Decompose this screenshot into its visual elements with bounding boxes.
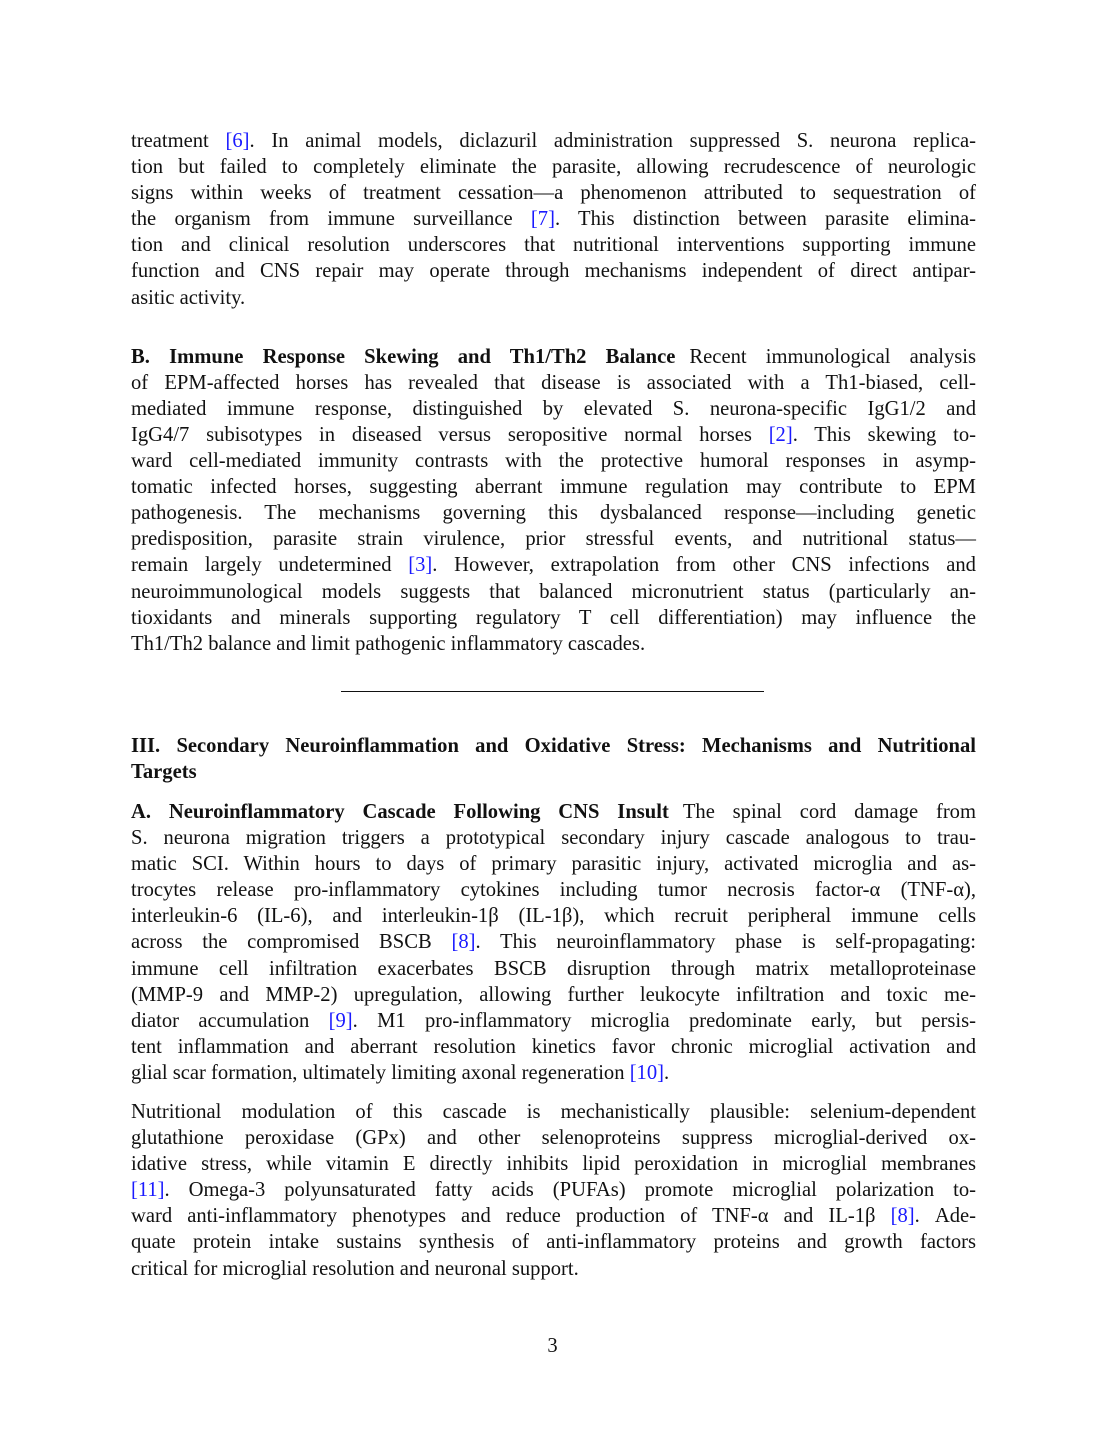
runin-subsection-heading: A. Neuroinflammatory Cascade Following CNS Insult — [131, 801, 669, 823]
paragraph-neuroinflammatory-cascade — [131, 799, 976, 1086]
text-line: asitic activity. — [131, 286, 246, 309]
section-heading-iii — [131, 733, 976, 785]
text-line: glutathione peroxidase (GPx) and other selenoproteins suppress microglial-derived ox- — [131, 1127, 976, 1150]
citation-link[interactable]: [8] — [451, 931, 476, 954]
text-line: of EPM-affected horses has revealed that disease is associated with a Th1-biased, cell- — [131, 371, 976, 394]
text-line: quate protein intake sustains synthesis of anti-inflammatory proteins and growth factors — [131, 1231, 976, 1254]
text-line: treatment [6]. In animal models, diclazuril administration suppressed S. neurona replica- — [131, 130, 976, 152]
text-line: interleukin-6 (IL-6), and interleukin-1β (IL-1β), which recruit peripheral immune cells — [131, 905, 976, 928]
text-line: (MMP-9 and MMP-2) upregulation, allowing further leukocyte infiltration and toxic me- — [131, 983, 976, 1006]
paragraph-immune-response-skewing — [131, 344, 976, 657]
text-line: [11]. Omega-3 polyunsaturated fatty acids (PUFAs) promote microglial polarization to- — [131, 1179, 976, 1202]
text-line: pathogenesis. The mechanisms governing this dysbalanced response—including genetic — [131, 502, 976, 525]
runin-subsection-heading: B. Immune Response Skewing and Th1/Th2 Balance — [131, 345, 676, 368]
text-line: Nutritional modulation of this cascade is mechanistically plausible: selenium-dependent — [131, 1101, 976, 1123]
text-line: tioxidants and minerals supporting regulatory T cell differentiation) may influence the — [131, 606, 976, 629]
text-line: function and CNS repair may operate through mechanisms independent of direct antipar- — [131, 260, 976, 283]
citation-link[interactable]: [6] — [225, 130, 250, 152]
page-body — [131, 128, 976, 657]
text-line: Th1/Th2 balance and limit pathogenic inflammatory cascades. — [131, 632, 646, 655]
text-line: tion and clinical resolution underscores that nutritional interventions supporting immune — [131, 234, 976, 257]
section-divider-rule — [341, 691, 764, 692]
text-line: diator accumulation [9]. M1 pro-inflammatory microglia predominate early, but persis- — [131, 1009, 977, 1032]
text-line: glial scar formation, ultimately limiting axonal regeneration [10]. — [131, 1061, 670, 1084]
citation-link[interactable]: [7] — [530, 208, 555, 231]
text-line: across the compromised BSCB [8]. This neuroinflammatory phase is self-propagating: — [131, 931, 976, 954]
citation-link[interactable]: [2] — [768, 423, 793, 446]
section-heading-line-2: Targets — [131, 761, 197, 784]
text-line: ward cell-mediated immunity contrasts with the protective humoral responses in asymp- — [131, 450, 976, 473]
citation-link[interactable]: [9] — [328, 1009, 353, 1032]
text-line: trocytes release pro-inflammatory cytokines including tumor necrosis factor-α (TNF-α), — [131, 879, 976, 902]
text-line: predisposition, parasite strain virulence, prior stressful events, and nutritional status— — [131, 528, 976, 551]
paragraph-nutritional-modulation — [131, 1099, 976, 1282]
citation-link[interactable]: [10] — [629, 1061, 664, 1084]
page-number: 3 — [547, 1335, 558, 1357]
text-line: critical for microglial resolution and neuronal support. — [131, 1257, 579, 1280]
text-line: B. Immune Response Skewing and Th1/Th2 Balance Recent immunological analysis — [131, 345, 976, 368]
text-line: S. neurona migration triggers a prototypical secondary injury cascade analogous to trau- — [131, 827, 976, 850]
text-line: ward anti-inflammatory phenotypes and reduce production of TNF-α and IL-1β [8]. Ade- — [131, 1205, 977, 1228]
citation-link[interactable]: [3] — [408, 554, 433, 577]
text-line: idative stress, while vitamin E directly inhibits lipid peroxidation in microglial membranes — [131, 1153, 976, 1176]
text-line: the organism from immune surveillance [7]. This distinction between parasite elimina- — [131, 208, 977, 231]
text-line: matic SCI. Within hours to days of primary parasitic injury, activated microglia and as- — [131, 853, 976, 876]
text-line: neuroimmunological models suggests that balanced micronutrient status (particularly an- — [131, 580, 976, 603]
text-line: signs within weeks of treatment cessation—a phenomenon attributed to sequestration of — [131, 182, 976, 205]
text-line: tomatic infected horses, suggesting aberrant immune regulation may contribute to EPM — [131, 476, 976, 499]
text-line: IgG4/7 subisotypes in diseased versus seropositive normal horses [2]. This skewing to- — [131, 423, 976, 446]
citation-link[interactable]: [8] — [890, 1205, 915, 1228]
text-line: remain largely undetermined [3]. However, extrapolation from other CNS infections and — [131, 554, 976, 577]
text-line: tent inflammation and aberrant resolution kinetics favor chronic microglial activation and — [131, 1035, 976, 1058]
text-line: mediated immune response, distinguished by elevated S. neurona-specific IgG1/2 and — [131, 397, 976, 420]
text-line: immune cell infiltration exacerbates BSCB disruption through matrix metalloproteinase — [131, 957, 976, 980]
paragraph-treatment-outcomes — [131, 128, 976, 311]
citation-link[interactable]: [11] — [131, 1179, 165, 1202]
text-line: A. Neuroinflammatory Cascade Following CNS Insult The spinal cord damage from — [131, 801, 976, 823]
section-heading-line-1: III. Secondary Neuroinflammation and Oxidative Stress: Mechanisms and Nutritional — [131, 735, 976, 757]
text-line: tion but failed to completely eliminate the parasite, allowing recrudescence of neurologic — [131, 156, 976, 179]
